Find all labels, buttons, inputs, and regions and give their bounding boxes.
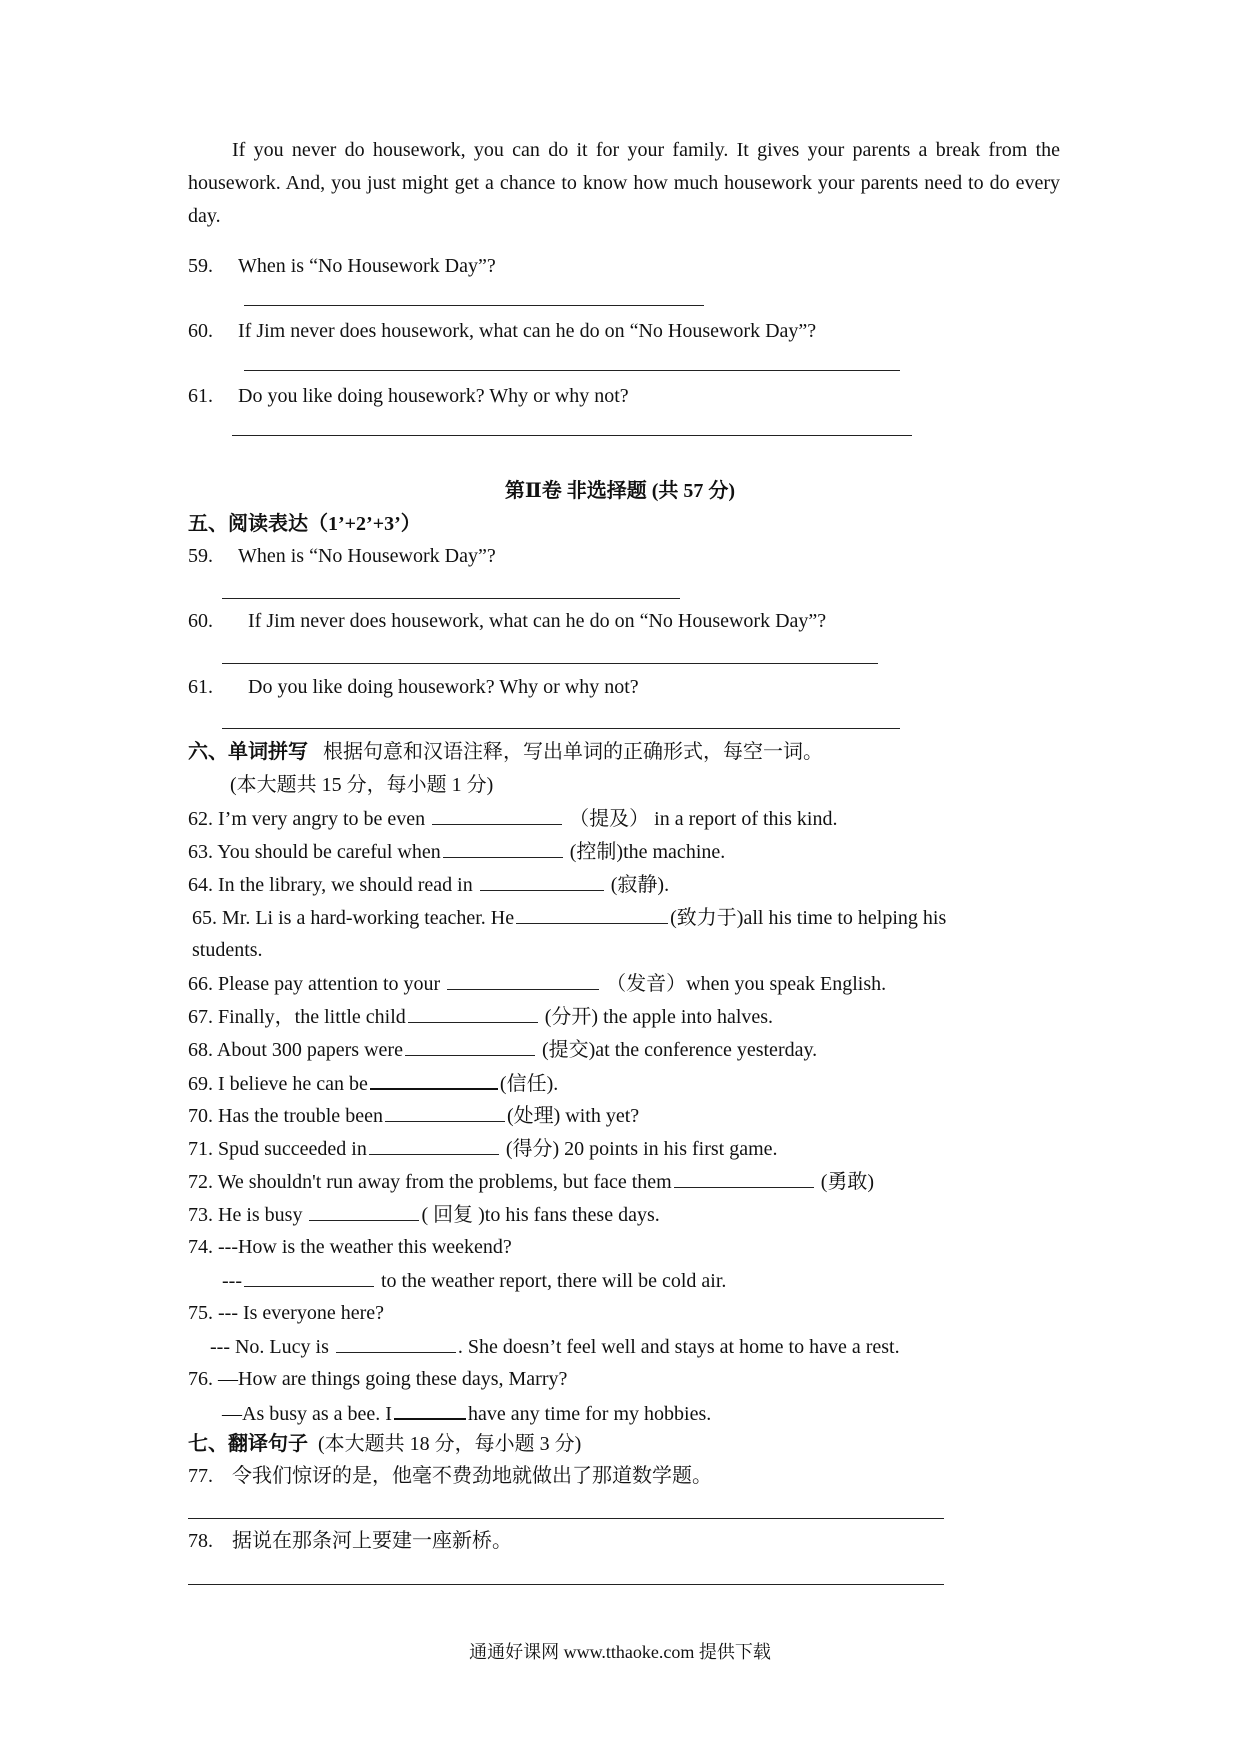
fill-blank[interactable] <box>447 969 599 990</box>
section-6-title: 六、单词拼写 <box>188 741 308 763</box>
question-number: 61. <box>188 385 213 407</box>
translation-item-77 <box>188 1462 712 1490</box>
item-text: 67. Finally，the little child <box>188 1006 406 1028</box>
question-text: If Jim never does housework, what can he do on “No Housework Day”? <box>238 320 817 342</box>
fill-blank[interactable] <box>480 870 604 891</box>
question-text: When is “No Housework Day”? <box>238 545 496 567</box>
question-text: Do you like doing housework? Why or why not? <box>248 676 639 698</box>
item-text: 69. I believe he can be <box>188 1073 368 1095</box>
item-text: 73. He is busy <box>188 1204 303 1226</box>
item-text: 68. About 300 papers were <box>188 1039 403 1061</box>
item-hint: (致力于)all his time to helping his <box>670 907 947 929</box>
section-5-title: 五、阅读表达（1’+2’+3’） <box>188 513 421 535</box>
volume-title: 第Ⅱ卷 非选择题 (共 57 分) <box>504 480 736 502</box>
item-hint: (处理) with yet? <box>506 1105 640 1127</box>
spelling-item-62 <box>188 804 837 833</box>
translation-item-78 <box>188 1527 512 1555</box>
fill-blank[interactable] <box>244 1266 374 1287</box>
item-text: 65. Mr. Li is a hard-working teacher. He <box>192 907 515 929</box>
item-text: 据说在那条河上要建一座新桥。 <box>232 1530 512 1552</box>
question-number: 61. <box>188 676 213 698</box>
item-hint: (勇敢) <box>820 1171 875 1193</box>
item-hint: (寂静). <box>610 874 670 896</box>
question-60 <box>188 317 816 345</box>
item-number: 78. <box>188 1530 213 1552</box>
spelling-item-65-cont: students. <box>192 939 263 961</box>
item-text: 63. You should be careful when <box>188 841 441 863</box>
fill-blank[interactable] <box>370 1068 498 1090</box>
item-text: --- No. Lucy is <box>210 1336 329 1358</box>
fill-blank[interactable] <box>405 1035 535 1056</box>
item-hint: . She doesn’t feel well and stays at home to have a rest. <box>457 1336 900 1358</box>
spelling-item-74: 74. ---How is the weather this weekend? <box>188 1236 512 1258</box>
answer-line[interactable] <box>244 370 900 371</box>
question-text: Do you like doing housework? Why or why not? <box>238 385 629 407</box>
section-6-header <box>188 738 823 766</box>
fill-blank[interactable] <box>516 903 668 924</box>
fill-blank[interactable] <box>674 1167 814 1188</box>
section-7-score-note: (本大题共 18 分，每小题 3 分) <box>318 1433 582 1455</box>
spelling-item-67 <box>188 1002 773 1031</box>
spelling-item-68 <box>188 1035 817 1064</box>
spelling-item-70 <box>188 1101 639 1130</box>
question-59 <box>188 252 496 280</box>
answer-line[interactable] <box>188 1518 944 1519</box>
item-hint: to the weather report, there will be cold air. <box>380 1270 727 1292</box>
answer-line[interactable] <box>232 435 912 436</box>
answer-line[interactable] <box>244 305 704 306</box>
answer-line[interactable] <box>222 598 680 599</box>
item-hint: （发音）when you speak English. <box>606 973 887 995</box>
question-61 <box>188 382 629 410</box>
item-text: 令我们惊讶的是，他毫不费劲地就做出了那道数学题。 <box>232 1465 712 1487</box>
item-text: 71. Spud succeeded in <box>188 1138 367 1160</box>
question-text: If Jim never does housework, what can he do on “No Housework Day”? <box>248 610 827 632</box>
item-text: 62. I’m very angry to be even <box>188 808 426 830</box>
question-number: 60. <box>188 610 213 632</box>
answer-line[interactable] <box>222 663 878 664</box>
spelling-item-64 <box>188 870 669 899</box>
spelling-item-65 <box>192 903 946 932</box>
section5-question-61 <box>188 673 639 701</box>
item-hint: (提交)at the conference yesterday. <box>541 1039 818 1061</box>
section5-question-59 <box>188 542 496 570</box>
question-number: 59. <box>188 255 213 277</box>
item-text: 72. We shouldn't run away from the problems, but face them <box>188 1171 672 1193</box>
item-text: 70. Has the trouble been <box>188 1105 383 1127</box>
fill-blank[interactable] <box>369 1134 499 1155</box>
answer-line[interactable] <box>188 1584 944 1585</box>
spelling-item-75: 75. --- Is everyone here? <box>188 1302 385 1324</box>
fill-blank[interactable] <box>443 837 563 858</box>
section-7-header <box>188 1430 581 1458</box>
item-text: 66. Please pay attention to your <box>188 973 441 995</box>
item-hint: (控制)the machine. <box>569 841 726 863</box>
spelling-item-76: 76. —How are things going these days, Marry? <box>188 1368 568 1390</box>
spelling-item-74-answer <box>222 1266 726 1295</box>
item-hint: ( 回复 )to his fans these days. <box>421 1204 660 1226</box>
fill-blank[interactable] <box>408 1002 538 1023</box>
item-text: 64. In the library, we should read in <box>188 874 473 896</box>
spelling-item-66 <box>188 969 886 998</box>
fill-blank[interactable] <box>385 1101 505 1122</box>
spelling-item-69 <box>188 1068 558 1098</box>
spelling-item-73 <box>188 1200 660 1229</box>
item-text: --- <box>222 1270 242 1292</box>
fill-blank[interactable] <box>336 1332 456 1353</box>
answer-line[interactable] <box>222 728 900 729</box>
spelling-item-72 <box>188 1167 874 1196</box>
item-text: —As busy as a bee. I <box>222 1403 392 1425</box>
item-hint: have any time for my hobbies. <box>467 1403 712 1425</box>
section-6-score-note: (本大题共 15 分，每小题 1 分) <box>230 774 494 796</box>
spelling-item-63 <box>188 837 725 866</box>
reading-passage: If you never do housework, you can do it for your family. It gives your parents a break from the housework. And, you just might get a chance to know how much housework your parents need to do every day. <box>188 139 1060 227</box>
question-text: When is “No Housework Day”? <box>238 255 496 277</box>
spelling-item-76-answer <box>222 1398 711 1428</box>
item-hint: (分开) the apple into halves. <box>544 1006 774 1028</box>
section-7-title: 七、翻译句子 <box>188 1433 308 1455</box>
fill-blank[interactable] <box>309 1200 419 1221</box>
item-hint: (得分) 20 points in his first game. <box>505 1138 778 1160</box>
fill-blank[interactable] <box>394 1398 466 1420</box>
question-number: 60. <box>188 320 213 342</box>
fill-blank[interactable] <box>432 804 562 825</box>
section5-question-60 <box>188 607 826 635</box>
question-number: 59. <box>188 545 213 567</box>
item-hint: (信任). <box>499 1073 559 1095</box>
page-footer: 通通好课网 www.tthaoke.com 提供下载 <box>469 1642 771 1662</box>
spelling-item-75-answer <box>210 1332 900 1361</box>
section-6-instruction: 根据句意和汉语注释，写出单词的正确形式，每空一词。 <box>323 741 823 763</box>
item-number: 77. <box>188 1465 213 1487</box>
spelling-item-71 <box>188 1134 778 1163</box>
item-hint: （提及） in a report of this kind. <box>569 808 838 830</box>
